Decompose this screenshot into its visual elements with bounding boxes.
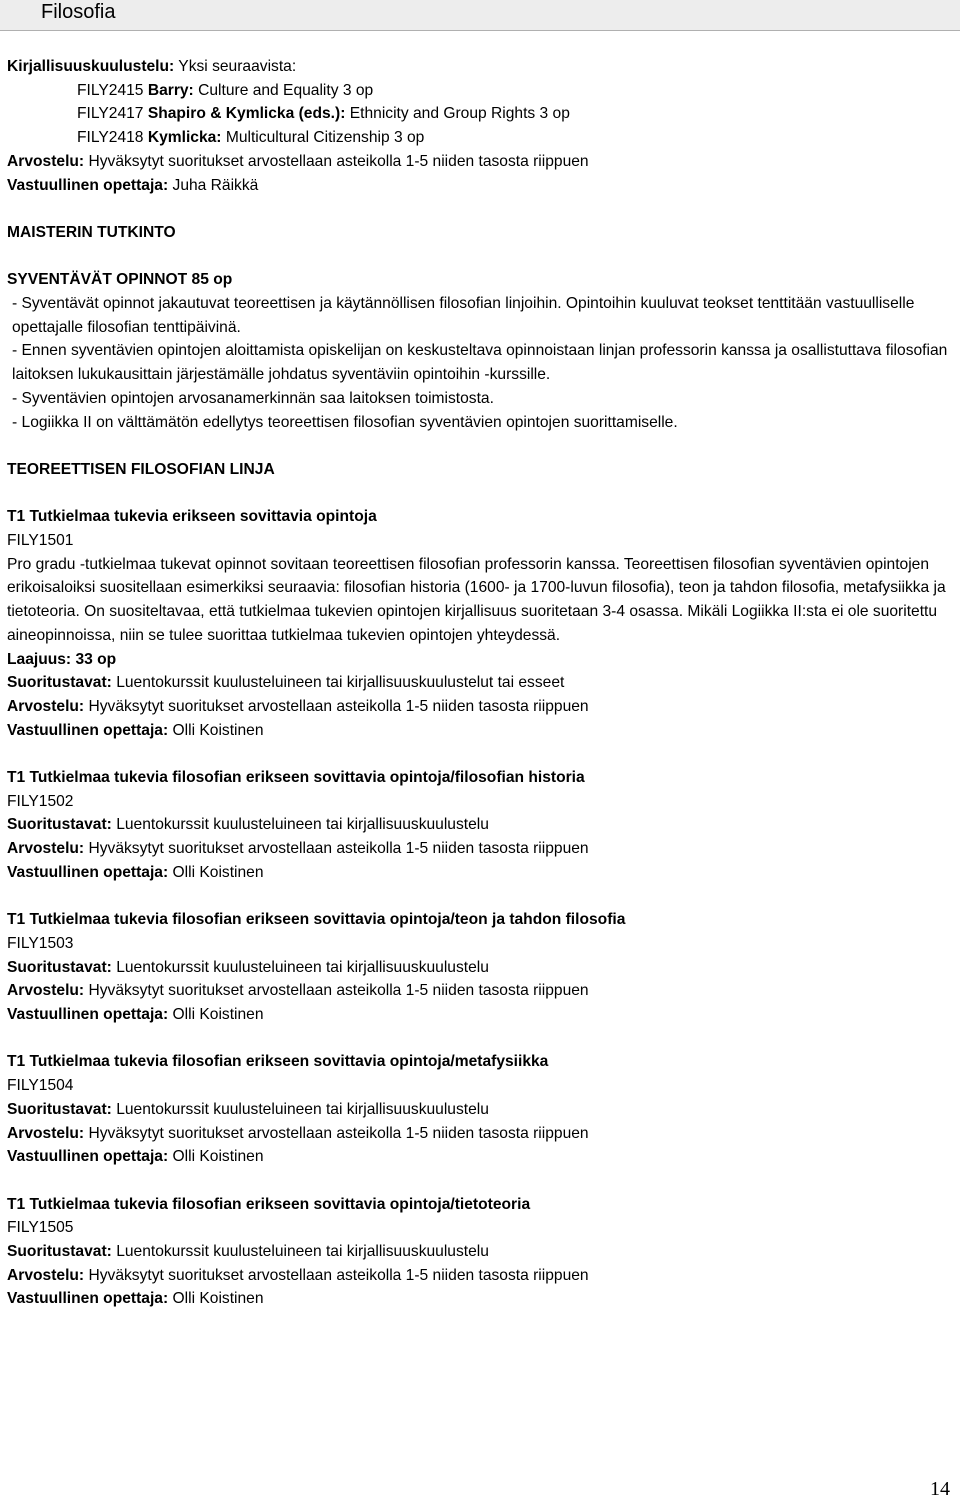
teacher-value: Juha Räikkä — [172, 176, 259, 194]
literature-item — [7, 79, 953, 103]
teacher-label: Vastuullinen opettaja: — [7, 176, 169, 194]
item-code: FILY2415 — [77, 81, 144, 99]
grading-line — [7, 1122, 953, 1146]
item-title: Culture and Equality 3 op — [198, 81, 374, 99]
item-code: FILY2417 — [77, 105, 144, 123]
course-block — [7, 505, 953, 742]
method-value: Luentokurssit kuulusteluineen tai kirjallisuuskuulustelu — [116, 958, 489, 976]
degree-heading: MAISTERIN TUTKINTO — [7, 223, 176, 241]
teacher-value: Olli Koistinen — [172, 863, 264, 881]
advanced-note: - Syventävien opintojen arvosanamerkinnän saa laitoksen toimistosta. — [12, 389, 494, 407]
method-label: Suoritustavat: — [7, 1100, 112, 1118]
grading-label: Arvostelu: — [7, 1124, 85, 1142]
item-title: Multicultural Citizenship 3 op — [225, 129, 425, 147]
item-title: Ethnicity and Group Rights 3 op — [349, 105, 570, 123]
item-author: Kymlicka: — [147, 129, 222, 147]
literature-item — [7, 126, 953, 150]
teacher-value: Olli Koistinen — [172, 1148, 264, 1166]
method-label: Suoritustavat: — [7, 1243, 112, 1261]
course-title: T1 Tutkielmaa tukevia filosofian erikseen sovittavia opintoja/tietoteoria — [7, 1195, 531, 1213]
advanced-heading: SYVENTÄVÄT OPINNOT 85 op — [7, 271, 233, 289]
course-scope: Laajuus: 33 op — [7, 650, 117, 668]
item-author: Barry: — [147, 81, 194, 99]
course-code: FILY1505 — [7, 1219, 74, 1237]
grading-value: Hyväksytyt suoritukset arvostellaan asteikolla 1-5 niiden tasosta riippuen — [88, 697, 589, 715]
course-title: T1 Tutkielmaa tukevia filosofian erikseen sovittavia opintoja/filosofian historia — [7, 769, 585, 787]
grading-line — [7, 150, 953, 174]
method-line — [7, 956, 953, 980]
teacher-line — [7, 1003, 953, 1027]
teacher-value: Olli Koistinen — [172, 721, 264, 739]
course-block — [7, 1050, 953, 1169]
method-label: Suoritustavat: — [7, 816, 112, 834]
course-block — [7, 1193, 953, 1312]
grading-value: Hyväksytyt suoritukset arvostellaan asteikolla 1-5 niiden tasosta riippuen — [88, 1124, 589, 1142]
course-code: FILY1502 — [7, 792, 74, 810]
teacher-line — [7, 1287, 953, 1311]
course-description: Pro gradu -tutkielmaa tukevat opinnot sovitaan teoreettisen filosofian professorin kanssa. Teoreettisen filosofian syventävien opintojen erikoisaloiksi suositellaan esimerkiksi seuraavia: filosofian historia (1600- ja 1700-luvun filosofia), teon ja tahdon filosofia, metafysiikka ja tietoteoria. On suositeltavaa, että tutkielmaa tukevien opintojen kirjallisuus suoritetaan 3-4 osassa. Mikäli Logiikka II:sta ei ole suoritettu aineopinnoissa, niin se tulee suorittaa tutkielmaa tukevien opintojen yhteydessä. — [7, 555, 946, 644]
item-code: FILY2418 — [77, 129, 144, 147]
teacher-label: Vastuullinen opettaja: — [7, 863, 169, 881]
method-line — [7, 1098, 953, 1122]
header-title: Filosofia — [41, 1, 116, 23]
teacher-value: Olli Koistinen — [172, 1006, 264, 1024]
teacher-value: Olli Koistinen — [172, 1290, 264, 1308]
method-value: Luentokurssit kuulusteluineen tai kirjallisuuskuulustelu — [116, 816, 489, 834]
literature-item — [7, 102, 953, 126]
literature-label: Kirjallisuuskuulustelu: — [7, 58, 175, 75]
course-block — [7, 908, 953, 1027]
method-value: Luentokurssit kuulusteluineen tai kirjallisuuskuulustelu — [116, 1100, 489, 1118]
grading-line — [7, 695, 953, 719]
course-code: FILY1504 — [7, 1077, 74, 1095]
literature-section — [7, 55, 953, 197]
method-line — [7, 813, 953, 837]
method-line — [7, 671, 953, 695]
method-label: Suoritustavat: — [7, 958, 112, 976]
grading-line — [7, 837, 953, 861]
method-value: Luentokurssit kuulusteluineen tai kirjallisuuskuulustelut tai esseet — [116, 674, 565, 692]
grading-value: Hyväksytyt suoritukset arvostellaan asteikolla 1-5 niiden tasosta riippuen — [88, 840, 589, 858]
page-header — [0, 0, 960, 31]
method-line — [7, 1240, 953, 1264]
page-number: 14 — [930, 1478, 950, 1500]
teacher-label: Vastuullinen opettaja: — [7, 1148, 169, 1166]
teacher-line — [7, 1145, 953, 1169]
advanced-note: - Ennen syventävien opintojen aloittamista opiskelijan on keskusteltava opinnoistaan linjan professorin kanssa ja osallistuttava filosofian laitoksen lukukausittain järjestämälle johdatus syventäviin opintoihin -kurssille. — [12, 342, 948, 384]
method-value: Luentokurssit kuulusteluineen tai kirjallisuuskuulustelu — [116, 1243, 489, 1261]
grading-value: Hyväksytyt suoritukset arvostellaan asteikolla 1-5 niiden tasosta riippuen — [88, 152, 589, 170]
teacher-line — [7, 719, 953, 743]
grading-value: Hyväksytyt suoritukset arvostellaan asteikolla 1-5 niiden tasosta riippuen — [88, 982, 589, 1000]
grading-label: Arvostelu: — [7, 1266, 85, 1284]
teacher-line — [7, 861, 953, 885]
course-title: T1 Tutkielmaa tukevia filosofian erikseen sovittavia opintoja/metafysiikka — [7, 1053, 549, 1071]
course-code: FILY1503 — [7, 934, 74, 952]
literature-intro — [7, 55, 953, 79]
method-label: Suoritustavat: — [7, 674, 112, 692]
grading-label: Arvostelu: — [7, 840, 85, 858]
grading-label: Arvostelu: — [7, 982, 85, 1000]
item-author: Shapiro & Kymlicka (eds.): — [147, 105, 346, 123]
course-title: T1 Tutkielmaa tukevia erikseen sovittavia opintoja — [7, 508, 377, 526]
teacher-label: Vastuullinen opettaja: — [7, 1006, 169, 1024]
grading-label: Arvostelu: — [7, 152, 85, 170]
grading-label: Arvostelu: — [7, 697, 85, 715]
grading-line — [7, 979, 953, 1003]
grading-line — [7, 1264, 953, 1288]
advanced-studies-section — [7, 268, 953, 434]
advanced-note: - Logiikka II on välttämätön edellytys teoreettisen filosofian syventävien opintojen suorittamiselle. — [12, 413, 678, 431]
literature-intro-text: Yksi seuraavista: — [178, 58, 297, 75]
line-heading: TEOREETTISEN FILOSOFIAN LINJA — [7, 460, 275, 478]
document-body — [7, 55, 953, 1311]
advanced-note: - Syventävät opinnot jakautuvat teoreettisen ja käytännöllisen filosofian linjoihin. Opintoihin kuuluvat teokset tenttitään vastuulliselle opettajalle filosofian tenttipäivinä. — [12, 295, 915, 336]
teacher-label: Vastuullinen opettaja: — [7, 721, 169, 739]
teacher-line — [7, 174, 953, 198]
course-block — [7, 766, 953, 885]
grading-value: Hyväksytyt suoritukset arvostellaan asteikolla 1-5 niiden tasosta riippuen — [88, 1266, 589, 1284]
course-code: FILY1501 — [7, 532, 74, 549]
course-title: T1 Tutkielmaa tukevia filosofian erikseen sovittavia opintoja/teon ja tahdon filosofia — [7, 911, 626, 929]
teacher-label: Vastuullinen opettaja: — [7, 1290, 169, 1308]
